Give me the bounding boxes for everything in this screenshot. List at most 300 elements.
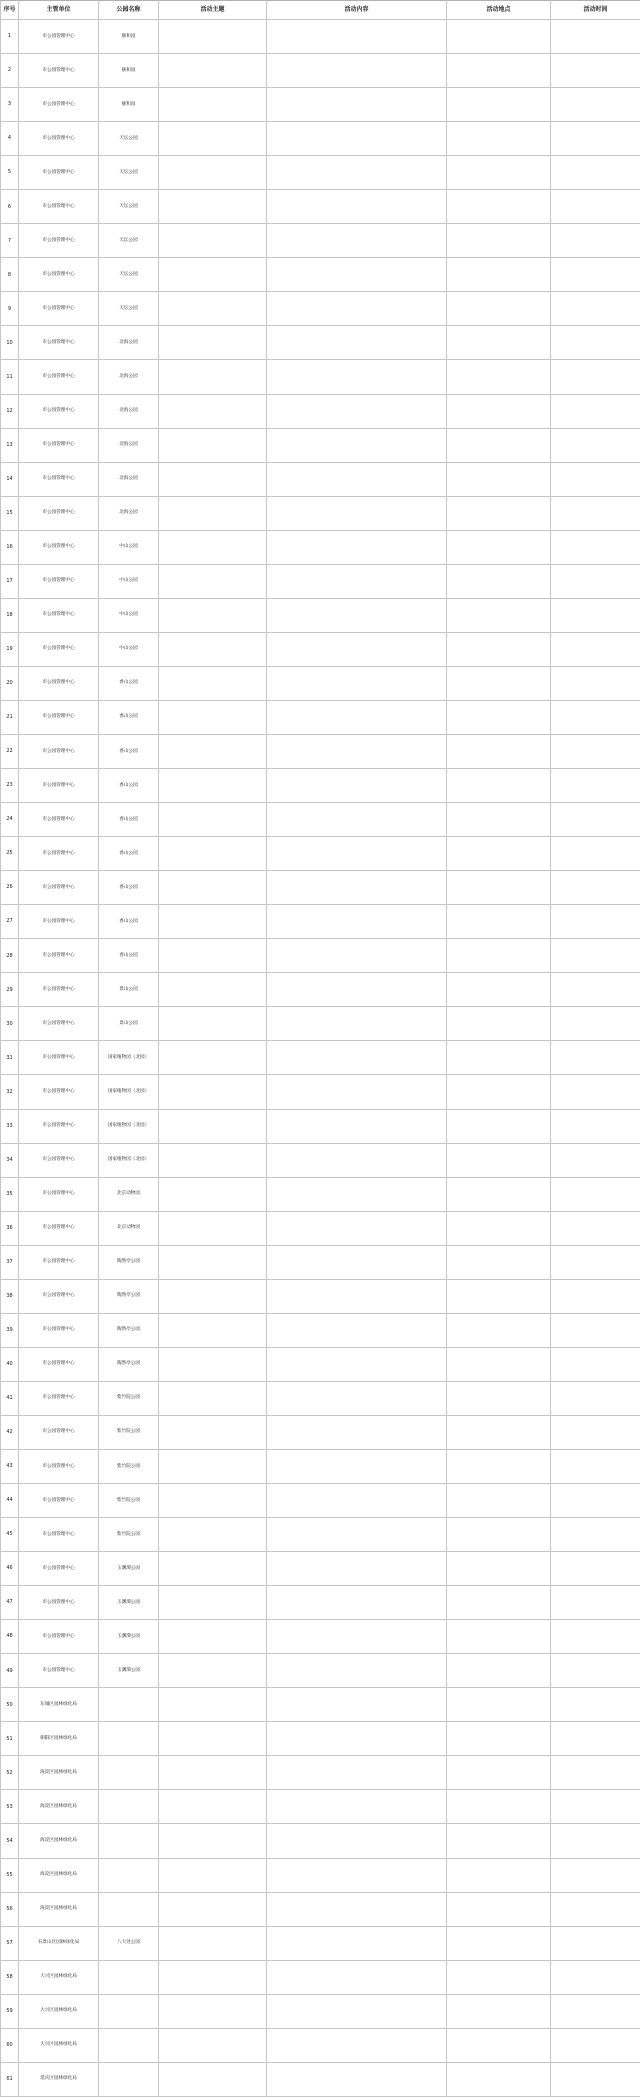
cell-unit: 市公园管理中心	[19, 769, 99, 803]
cell-time	[551, 871, 640, 905]
cell-park: 紫竹院公园	[99, 1484, 159, 1518]
cell-park: 北海公园	[99, 394, 159, 428]
cell-park	[99, 1790, 159, 1824]
table-header	[1, 1, 640, 20]
cell-seq: 13	[1, 428, 19, 462]
cell-theme	[159, 769, 267, 803]
cell-seq: 33	[1, 1109, 19, 1143]
cell-unit: 市公园管理中心	[19, 1279, 99, 1313]
cell-location	[447, 1007, 551, 1041]
cell-unit: 市公园管理中心	[19, 1313, 99, 1347]
cell-park	[99, 1960, 159, 1994]
cell-location	[447, 1960, 551, 1994]
cell-content	[267, 394, 447, 428]
cell-location	[447, 1041, 551, 1075]
cell-park	[99, 1892, 159, 1926]
cell-theme	[159, 734, 267, 768]
cell-park	[99, 2062, 159, 2096]
cell-seq: 47	[1, 1586, 19, 1620]
cell-unit: 大兴区园林绿化局	[19, 1994, 99, 2028]
cell-theme	[159, 394, 267, 428]
cell-seq: 30	[1, 1007, 19, 1041]
cell-content	[267, 973, 447, 1007]
cell-unit: 大兴区园林绿化局	[19, 2028, 99, 2062]
cell-theme	[159, 190, 267, 224]
cell-content	[267, 1892, 447, 1926]
cell-location	[447, 1143, 551, 1177]
cell-content	[267, 428, 447, 462]
cell-seq: 23	[1, 769, 19, 803]
cell-time	[551, 1620, 640, 1654]
cell-time	[551, 1143, 640, 1177]
cell-seq: 51	[1, 1722, 19, 1756]
cell-theme	[159, 803, 267, 837]
table-row	[1, 20, 640, 54]
cell-content	[267, 122, 447, 156]
cell-time	[551, 700, 640, 734]
cell-location	[447, 837, 551, 871]
cell-seq: 20	[1, 666, 19, 700]
cell-park: 国家植物园（北园）	[99, 1041, 159, 1075]
table-row	[1, 1620, 640, 1654]
cell-location	[447, 1279, 551, 1313]
cell-park: 八大处公园	[99, 1926, 159, 1960]
cell-unit: 市公园管理中心	[19, 54, 99, 88]
cell-time	[551, 394, 640, 428]
cell-location	[447, 1824, 551, 1858]
cell-park: 国家植物园（北园）	[99, 1075, 159, 1109]
cell-unit: 市公园管理中心	[19, 734, 99, 768]
cell-theme	[159, 1449, 267, 1483]
cell-park: 北海公园	[99, 326, 159, 360]
cell-time	[551, 1790, 640, 1824]
table-row	[1, 871, 640, 905]
table-row	[1, 530, 640, 564]
cell-unit: 市公园管理中心	[19, 258, 99, 292]
table-row	[1, 632, 640, 666]
table-row	[1, 1143, 640, 1177]
cell-time	[551, 1075, 640, 1109]
cell-park: 颐和园	[99, 88, 159, 122]
cell-theme	[159, 564, 267, 598]
table-row	[1, 1007, 640, 1041]
cell-content	[267, 803, 447, 837]
cell-time	[551, 1586, 640, 1620]
cell-content	[267, 292, 447, 326]
cell-theme	[159, 1211, 267, 1245]
cell-unit: 市公园管理中心	[19, 394, 99, 428]
cell-park: 香山公园	[99, 905, 159, 939]
cell-location	[447, 1552, 551, 1586]
table-row	[1, 734, 640, 768]
cell-park: 陶然亭公园	[99, 1347, 159, 1381]
cell-theme	[159, 360, 267, 394]
cell-location	[447, 530, 551, 564]
table-row	[1, 1552, 640, 1586]
cell-time	[551, 1007, 640, 1041]
cell-seq: 28	[1, 939, 19, 973]
cell-unit: 海淀区园林绿化局	[19, 1858, 99, 1892]
cell-location	[447, 1518, 551, 1552]
cell-location	[447, 1449, 551, 1483]
table-row	[1, 973, 640, 1007]
cell-theme	[159, 530, 267, 564]
cell-seq: 54	[1, 1824, 19, 1858]
table-row	[1, 1960, 640, 1994]
cell-park: 紫竹院公园	[99, 1518, 159, 1552]
cell-theme	[159, 1756, 267, 1790]
cell-time	[551, 769, 640, 803]
cell-location	[447, 428, 551, 462]
table-row	[1, 1313, 640, 1347]
cell-park	[99, 1756, 159, 1790]
cell-park: 紫竹院公园	[99, 1415, 159, 1449]
cell-park: 颐和园	[99, 54, 159, 88]
table-row	[1, 1518, 640, 1552]
cell-park	[99, 1824, 159, 1858]
cell-park: 中山公园	[99, 530, 159, 564]
cell-unit: 市公园管理中心	[19, 1518, 99, 1552]
cell-location	[447, 973, 551, 1007]
cell-seq: 46	[1, 1552, 19, 1586]
cell-park: 香山公园	[99, 769, 159, 803]
cell-unit: 海淀区园林绿化局	[19, 1824, 99, 1858]
cell-content	[267, 1994, 447, 2028]
cell-time	[551, 1484, 640, 1518]
cell-time	[551, 734, 640, 768]
cell-seq: 24	[1, 803, 19, 837]
cell-theme	[159, 1415, 267, 1449]
cell-location	[447, 496, 551, 530]
cell-park: 香山公园	[99, 803, 159, 837]
cell-unit: 市公园管理中心	[19, 837, 99, 871]
cell-content	[267, 1790, 447, 1824]
cell-unit: 市公园管理中心	[19, 1484, 99, 1518]
cell-seq: 41	[1, 1381, 19, 1415]
cell-theme	[159, 1313, 267, 1347]
cell-content	[267, 632, 447, 666]
cell-location	[447, 1688, 551, 1722]
cell-time	[551, 292, 640, 326]
cell-time	[551, 905, 640, 939]
cell-time	[551, 1347, 640, 1381]
cell-seq: 17	[1, 564, 19, 598]
table-row	[1, 905, 640, 939]
cell-location	[447, 1722, 551, 1756]
cell-content	[267, 1075, 447, 1109]
cell-time	[551, 632, 640, 666]
header-unit: 主管单位	[19, 1, 99, 20]
cell-seq: 26	[1, 871, 19, 905]
table-row	[1, 156, 640, 190]
cell-park: 北京动物园	[99, 1211, 159, 1245]
cell-unit: 市公园管理中心	[19, 326, 99, 360]
cell-park: 北海公园	[99, 428, 159, 462]
cell-unit: 市公园管理中心	[19, 530, 99, 564]
cell-theme	[159, 1926, 267, 1960]
table-row	[1, 1075, 640, 1109]
cell-location	[447, 1586, 551, 1620]
cell-park	[99, 1688, 159, 1722]
cell-content	[267, 258, 447, 292]
cell-time	[551, 156, 640, 190]
cell-content	[267, 564, 447, 598]
cell-time	[551, 54, 640, 88]
cell-seq: 42	[1, 1415, 19, 1449]
cell-theme	[159, 1177, 267, 1211]
cell-location	[447, 1313, 551, 1347]
cell-content	[267, 1756, 447, 1790]
cell-theme	[159, 122, 267, 156]
cell-time	[551, 939, 640, 973]
cell-unit: 市公园管理中心	[19, 292, 99, 326]
cell-unit: 市公园管理中心	[19, 598, 99, 632]
table-row	[1, 122, 640, 156]
cell-seq: 34	[1, 1143, 19, 1177]
cell-seq: 11	[1, 360, 19, 394]
table-row	[1, 1586, 640, 1620]
cell-theme	[159, 1279, 267, 1313]
cell-seq: 1	[1, 20, 19, 54]
cell-time	[551, 1756, 640, 1790]
cell-seq: 6	[1, 190, 19, 224]
table-row	[1, 1926, 640, 1960]
cell-location	[447, 769, 551, 803]
cell-park	[99, 1858, 159, 1892]
table-row	[1, 326, 640, 360]
cell-content	[267, 1518, 447, 1552]
cell-time	[551, 530, 640, 564]
cell-content	[267, 1381, 447, 1415]
cell-unit: 市公园管理中心	[19, 88, 99, 122]
cell-time	[551, 598, 640, 632]
cell-content	[267, 326, 447, 360]
cell-theme	[159, 1518, 267, 1552]
cell-location	[447, 598, 551, 632]
cell-unit: 海淀区园林绿化局	[19, 1892, 99, 1926]
cell-theme	[159, 1994, 267, 2028]
cell-seq: 7	[1, 224, 19, 258]
table-row	[1, 2062, 640, 2096]
cell-unit: 市公园管理中心	[19, 1041, 99, 1075]
cell-seq: 15	[1, 496, 19, 530]
cell-park: 陶然亭公园	[99, 1245, 159, 1279]
cell-seq: 58	[1, 1960, 19, 1994]
cell-content	[267, 1279, 447, 1313]
cell-content	[267, 1824, 447, 1858]
cell-location	[447, 88, 551, 122]
table-row	[1, 1722, 640, 1756]
cell-seq: 56	[1, 1892, 19, 1926]
table-row	[1, 1109, 640, 1143]
cell-seq: 45	[1, 1518, 19, 1552]
cell-time	[551, 1381, 640, 1415]
cell-location	[447, 462, 551, 496]
cell-location	[447, 700, 551, 734]
cell-seq: 16	[1, 530, 19, 564]
cell-unit: 市公园管理中心	[19, 1654, 99, 1688]
cell-park: 中山公园	[99, 564, 159, 598]
cell-content	[267, 1143, 447, 1177]
cell-time	[551, 1415, 640, 1449]
cell-seq: 12	[1, 394, 19, 428]
cell-content	[267, 224, 447, 258]
table-row	[1, 258, 640, 292]
cell-seq: 8	[1, 258, 19, 292]
cell-time	[551, 1279, 640, 1313]
table-row	[1, 1654, 640, 1688]
cell-seq: 4	[1, 122, 19, 156]
cell-unit: 市公园管理中心	[19, 564, 99, 598]
cell-seq: 53	[1, 1790, 19, 1824]
cell-seq: 57	[1, 1926, 19, 1960]
cell-park: 香山公园	[99, 700, 159, 734]
cell-content	[267, 530, 447, 564]
cell-unit: 市公园管理中心	[19, 905, 99, 939]
cell-theme	[159, 292, 267, 326]
cell-time	[551, 1518, 640, 1552]
cell-park: 北海公园	[99, 496, 159, 530]
cell-seq: 2	[1, 54, 19, 88]
table-row	[1, 837, 640, 871]
cell-unit: 市公园管理中心	[19, 1007, 99, 1041]
table-row	[1, 1790, 640, 1824]
cell-unit: 延庆区园林绿化局	[19, 2062, 99, 2096]
cell-unit: 市公园管理中心	[19, 1347, 99, 1381]
cell-park: 中山公园	[99, 632, 159, 666]
cell-time	[551, 1109, 640, 1143]
cell-content	[267, 1484, 447, 1518]
table-row	[1, 428, 640, 462]
table-row	[1, 2028, 640, 2062]
cell-content	[267, 360, 447, 394]
cell-location	[447, 632, 551, 666]
cell-content	[267, 871, 447, 905]
cell-location	[447, 1790, 551, 1824]
cell-content	[267, 1177, 447, 1211]
table-row	[1, 1279, 640, 1313]
table-row	[1, 88, 640, 122]
cell-park: 国家植物园（北园）	[99, 1109, 159, 1143]
table-row	[1, 54, 640, 88]
header-content: 活动内容	[267, 1, 447, 20]
cell-theme	[159, 54, 267, 88]
cell-theme	[159, 1109, 267, 1143]
cell-time	[551, 1245, 640, 1279]
cell-park: 北京动物园	[99, 1177, 159, 1211]
table-row	[1, 1347, 640, 1381]
cell-unit: 市公园管理中心	[19, 1109, 99, 1143]
cell-park: 北海公园	[99, 360, 159, 394]
cell-seq: 60	[1, 2028, 19, 2062]
cell-content	[267, 1960, 447, 1994]
table-row	[1, 224, 640, 258]
cell-location	[447, 905, 551, 939]
cell-unit: 市公园管理中心	[19, 360, 99, 394]
cell-location	[447, 1347, 551, 1381]
table-row	[1, 1211, 640, 1245]
cell-seq: 49	[1, 1654, 19, 1688]
cell-theme	[159, 1654, 267, 1688]
cell-theme	[159, 939, 267, 973]
table-row	[1, 939, 640, 973]
cell-park: 玉渊潭公园	[99, 1620, 159, 1654]
cell-location	[447, 2062, 551, 2096]
cell-unit: 海淀区园林绿化局	[19, 1790, 99, 1824]
cell-time	[551, 837, 640, 871]
cell-unit: 市公园管理中心	[19, 20, 99, 54]
cell-park: 天坛公园	[99, 156, 159, 190]
cell-park: 景山公园	[99, 1007, 159, 1041]
cell-content	[267, 54, 447, 88]
cell-theme	[159, 1075, 267, 1109]
cell-seq: 19	[1, 632, 19, 666]
cell-unit: 市公园管理中心	[19, 190, 99, 224]
cell-seq: 18	[1, 598, 19, 632]
table-row	[1, 496, 640, 530]
table-row	[1, 1824, 640, 1858]
cell-unit: 市公园管理中心	[19, 803, 99, 837]
cell-park	[99, 2028, 159, 2062]
cell-content	[267, 1415, 447, 1449]
cell-content	[267, 496, 447, 530]
table-row	[1, 666, 640, 700]
cell-park: 景山公园	[99, 973, 159, 1007]
cell-location	[447, 2028, 551, 2062]
cell-location	[447, 1211, 551, 1245]
table-row	[1, 769, 640, 803]
cell-park: 北海公园	[99, 462, 159, 496]
cell-content	[267, 1688, 447, 1722]
cell-theme	[159, 1892, 267, 1926]
cell-content	[267, 1313, 447, 1347]
cell-content	[267, 769, 447, 803]
cell-content	[267, 837, 447, 871]
cell-theme	[159, 1347, 267, 1381]
cell-seq: 59	[1, 1994, 19, 2028]
cell-seq: 55	[1, 1858, 19, 1892]
cell-location	[447, 1109, 551, 1143]
cell-location	[447, 360, 551, 394]
cell-theme	[159, 20, 267, 54]
cell-time	[551, 564, 640, 598]
cell-seq: 52	[1, 1756, 19, 1790]
cell-location	[447, 20, 551, 54]
cell-seq: 48	[1, 1620, 19, 1654]
cell-theme	[159, 224, 267, 258]
cell-content	[267, 1041, 447, 1075]
cell-theme	[159, 88, 267, 122]
table-row	[1, 1994, 640, 2028]
cell-location	[447, 292, 551, 326]
table-row	[1, 394, 640, 428]
cell-seq: 37	[1, 1245, 19, 1279]
cell-theme	[159, 905, 267, 939]
cell-location	[447, 1075, 551, 1109]
cell-unit: 市公园管理中心	[19, 700, 99, 734]
cell-time	[551, 1858, 640, 1892]
cell-unit: 石景山区园林绿化局	[19, 1926, 99, 1960]
cell-location	[447, 1381, 551, 1415]
header-park: 公园名称	[99, 1, 159, 20]
cell-park: 香山公园	[99, 666, 159, 700]
cell-seq: 31	[1, 1041, 19, 1075]
cell-park: 紫竹院公园	[99, 1449, 159, 1483]
cell-time	[551, 1654, 640, 1688]
cell-park: 天坛公园	[99, 224, 159, 258]
cell-park	[99, 1722, 159, 1756]
cell-theme	[159, 973, 267, 1007]
